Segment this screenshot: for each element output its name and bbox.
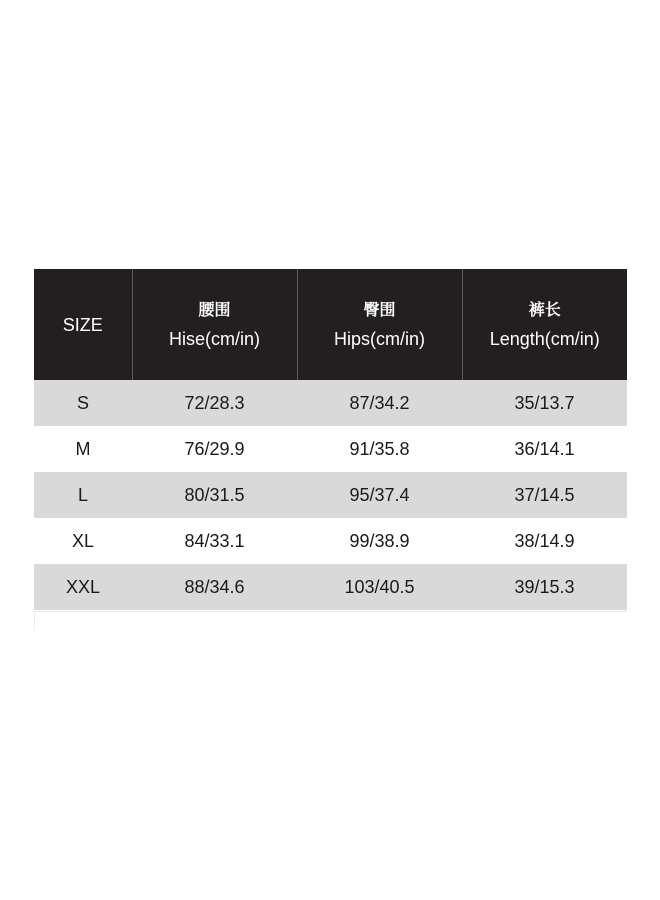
cell-length: 36/14.1	[462, 426, 627, 472]
cell-size: S	[34, 380, 132, 426]
cell-hips: 87/34.2	[297, 380, 462, 426]
cell-size: M	[34, 426, 132, 472]
header-waist	[132, 269, 297, 380]
header-length-en: Length(cm/in)	[489, 328, 600, 349]
header-hips	[297, 269, 462, 380]
cell-waist: 88/34.6	[132, 564, 297, 610]
header-hips-en: Hips(cm/in)	[333, 328, 425, 349]
table-row	[34, 518, 627, 564]
size-chart-body	[34, 380, 627, 610]
cell-waist: 72/28.3	[132, 380, 297, 426]
header-waist-en: Hise(cm/in)	[168, 328, 260, 349]
cell-waist: 84/33.1	[132, 518, 297, 564]
header-row	[34, 269, 627, 380]
cell-hips: 95/37.4	[297, 472, 462, 518]
header-hips-cn: 臀围	[363, 301, 396, 319]
size-chart-table	[34, 269, 627, 610]
cell-length: 35/13.7	[462, 380, 627, 426]
header-size	[34, 269, 132, 380]
cell-size: L	[34, 472, 132, 518]
faint-edge	[34, 611, 35, 630]
table-row	[34, 564, 627, 610]
cell-size: XXL	[34, 564, 132, 610]
table-footer-strip	[34, 611, 627, 630]
size-chart-header	[34, 269, 627, 380]
cell-hips: 91/35.8	[297, 426, 462, 472]
header-length	[462, 269, 627, 380]
cell-waist: 76/29.9	[132, 426, 297, 472]
table-row	[34, 380, 627, 426]
cell-length: 37/14.5	[462, 472, 627, 518]
header-waist-cn: 腰围	[198, 301, 231, 319]
cell-hips: 99/38.9	[297, 518, 462, 564]
header-size-label: SIZE	[62, 314, 103, 335]
table-row	[34, 472, 627, 518]
cell-size: XL	[34, 518, 132, 564]
cell-hips: 103/40.5	[297, 564, 462, 610]
faint-divider	[34, 611, 627, 612]
cell-length: 38/14.9	[462, 518, 627, 564]
cell-length: 39/15.3	[462, 564, 627, 610]
table-row	[34, 426, 627, 472]
header-length-cn: 裤长	[528, 301, 561, 319]
cell-waist: 80/31.5	[132, 472, 297, 518]
